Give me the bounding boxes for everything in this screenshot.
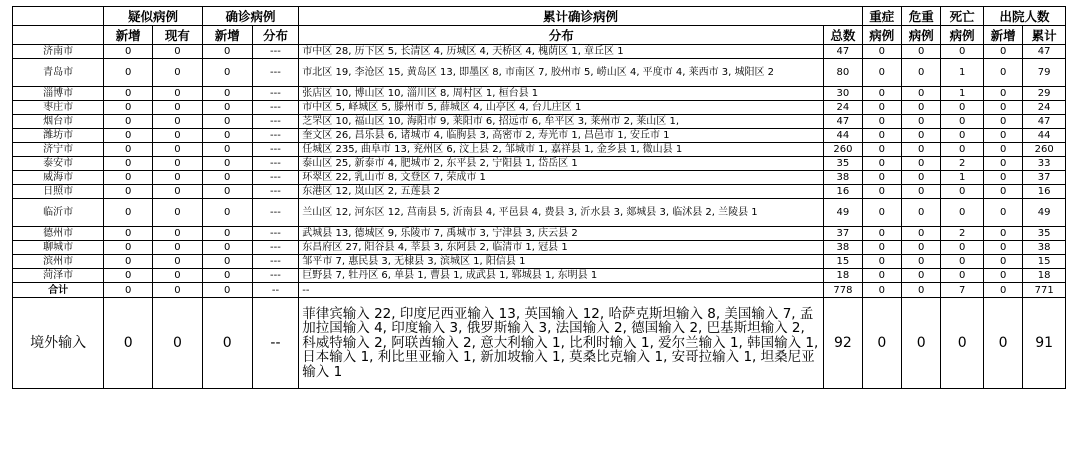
suspected-current-cell: 0 xyxy=(153,143,203,157)
city-cell: 济南市 xyxy=(13,45,104,59)
suspected-new-cell: 0 xyxy=(104,129,153,143)
confirmed-new-cell: 0 xyxy=(202,298,252,389)
suspected-new-cell: 0 xyxy=(104,171,153,185)
severe-cell: 0 xyxy=(862,143,901,157)
suspected-current-cell: 0 xyxy=(153,199,203,227)
city-cell: 临沂市 xyxy=(13,199,104,227)
confirmed-dist-cell: -- xyxy=(252,283,299,298)
header-discharged-cum: 累计 xyxy=(1023,26,1066,45)
confirmed-dist-cell: --- xyxy=(252,87,299,101)
header-blank xyxy=(13,7,104,26)
header-blank-2 xyxy=(13,26,104,45)
header-confirmed: 确诊病例 xyxy=(202,7,298,26)
discharged-new-cell: 0 xyxy=(983,227,1022,241)
death-cell: 0 xyxy=(941,255,984,269)
distribution-cell: 芝罘区 10, 福山区 10, 海阳市 9, 莱阳市 6, 招远市 6, 牟平区 3, 莱州市 2, 莱山区 1, xyxy=(299,115,824,129)
confirmed-dist-cell: --- xyxy=(252,101,299,115)
discharged-new-cell: 0 xyxy=(983,143,1022,157)
header-cumulative-dist: 分布 xyxy=(299,26,824,45)
table-row xyxy=(13,59,1066,87)
table-row xyxy=(13,143,1066,157)
critical-cell: 0 xyxy=(902,171,941,185)
suspected-new-cell: 0 xyxy=(104,199,153,227)
discharged-new-cell: 0 xyxy=(983,199,1022,227)
suspected-new-cell: 0 xyxy=(104,157,153,171)
suspected-current-cell: 0 xyxy=(153,171,203,185)
suspected-current-cell: 0 xyxy=(153,283,203,298)
total-cell: 15 xyxy=(824,255,862,269)
distribution-cell: 东昌府区 27, 阳谷县 4, 莘县 3, 东阿县 2, 临清市 1, 冠县 1 xyxy=(299,241,824,255)
header-critical-2: 病例 xyxy=(902,26,941,45)
confirmed-new-cell: 0 xyxy=(202,283,252,298)
suspected-current-cell: 0 xyxy=(153,269,203,283)
header-suspected: 疑似病例 xyxy=(104,7,203,26)
death-cell: 0 xyxy=(941,298,984,389)
suspected-current-cell: 0 xyxy=(153,87,203,101)
header-cumulative: 累计确诊病例 xyxy=(299,7,862,26)
city-cell: 济宁市 xyxy=(13,143,104,157)
total-cell: 44 xyxy=(824,129,862,143)
discharged-new-cell: 0 xyxy=(983,185,1022,199)
header-discharged-new: 新增 xyxy=(983,26,1022,45)
table-row xyxy=(13,87,1066,101)
discharged-cum-cell: 38 xyxy=(1023,241,1066,255)
suspected-current-cell: 0 xyxy=(153,101,203,115)
header-death-2: 病例 xyxy=(941,26,984,45)
suspected-current-cell: 0 xyxy=(153,241,203,255)
city-cell: 菏泽市 xyxy=(13,269,104,283)
discharged-new-cell: 0 xyxy=(983,87,1022,101)
severe-cell: 0 xyxy=(862,87,901,101)
death-cell: 1 xyxy=(941,171,984,185)
death-cell: 2 xyxy=(941,227,984,241)
severe-cell: 0 xyxy=(862,115,901,129)
distribution-cell: 市北区 19, 李沧区 15, 黄岛区 13, 即墨区 8, 市南区 7, 胶州市 5, 崂山区 4, 平度市 4, 莱西市 3, 城阳区 2 xyxy=(299,59,824,87)
discharged-cum-cell: 29 xyxy=(1023,87,1066,101)
total-cell: 24 xyxy=(824,101,862,115)
city-cell: 青岛市 xyxy=(13,59,104,87)
distribution-cell: 东港区 12, 岚山区 2, 五莲县 2 xyxy=(299,185,824,199)
total-cell: 38 xyxy=(824,241,862,255)
confirmed-dist-cell: --- xyxy=(252,45,299,59)
discharged-new-cell: 0 xyxy=(983,59,1022,87)
distribution-cell: 任城区 235, 曲阜市 13, 兖州区 6, 汶上县 2, 邹城市 1, 嘉祥县 1, 金乡县 1, 微山县 1 xyxy=(299,143,824,157)
total-cell: 16 xyxy=(824,185,862,199)
discharged-cum-cell: 15 xyxy=(1023,255,1066,269)
death-cell: 0 xyxy=(941,185,984,199)
table-row xyxy=(13,129,1066,143)
suspected-new-cell: 0 xyxy=(104,241,153,255)
distribution-cell: 菲律宾输入 22, 印度尼西亚输入 13, 英国输入 12, 哈萨克斯坦输入 8, 美国输入 7, 孟加拉国输入 4, 印度输入 3, 俄罗斯输入 3, 法国输入 2, 德国输入 2, 巴基斯坦输入 2, 科威特输入 2, 阿联酋输入 2, 意大利输入 1, 比利时输入 1, 爱尔兰输入 1, 韩国输入 1, 日本输入 1, 利比里亚输入 1, 新加坡输入 1, 莫桑比克输入 1, 安哥拉输入 1, 坦桑尼亚输入 1 xyxy=(299,298,824,389)
critical-cell: 0 xyxy=(902,143,941,157)
death-cell: 0 xyxy=(941,143,984,157)
critical-cell: 0 xyxy=(902,59,941,87)
suspected-current-cell: 0 xyxy=(153,157,203,171)
confirmed-dist-cell: --- xyxy=(252,157,299,171)
critical-cell: 0 xyxy=(902,115,941,129)
suspected-new-cell: 0 xyxy=(104,255,153,269)
suspected-new-cell: 0 xyxy=(104,101,153,115)
total-row xyxy=(13,283,1066,298)
total-cell: 38 xyxy=(824,171,862,185)
discharged-new-cell: 0 xyxy=(983,171,1022,185)
critical-cell: 0 xyxy=(902,269,941,283)
total-cell: 18 xyxy=(824,269,862,283)
severe-cell: 0 xyxy=(862,101,901,115)
discharged-cum-cell: 37 xyxy=(1023,171,1066,185)
suspected-current-cell: 0 xyxy=(153,255,203,269)
severe-cell: 0 xyxy=(862,171,901,185)
header-cumulative-total: 总数 xyxy=(824,26,862,45)
discharged-new-cell: 0 xyxy=(983,283,1022,298)
suspected-current-cell: 0 xyxy=(153,115,203,129)
discharged-new-cell: 0 xyxy=(983,298,1022,389)
imported-row xyxy=(13,298,1066,389)
confirmed-new-cell: 0 xyxy=(202,157,252,171)
confirmed-dist-cell: --- xyxy=(252,199,299,227)
distribution-cell: 奎文区 26, 昌乐县 6, 诸城市 4, 临朐县 3, 高密市 2, 寿光市 1, 昌邑市 1, 安丘市 1 xyxy=(299,129,824,143)
confirmed-new-cell: 0 xyxy=(202,115,252,129)
discharged-cum-cell: 24 xyxy=(1023,101,1066,115)
confirmed-new-cell: 0 xyxy=(202,45,252,59)
death-cell: 0 xyxy=(941,269,984,283)
total-cell: 778 xyxy=(824,283,862,298)
suspected-new-cell: 0 xyxy=(104,115,153,129)
critical-cell: 0 xyxy=(902,199,941,227)
severe-cell: 0 xyxy=(862,59,901,87)
critical-cell: 0 xyxy=(902,185,941,199)
death-cell: 2 xyxy=(941,157,984,171)
covid-case-table xyxy=(12,6,1066,389)
city-cell: 淄博市 xyxy=(13,87,104,101)
severe-cell: 0 xyxy=(862,185,901,199)
suspected-new-cell: 0 xyxy=(104,45,153,59)
critical-cell: 0 xyxy=(902,255,941,269)
city-cell: 烟台市 xyxy=(13,115,104,129)
confirmed-dist-cell: --- xyxy=(252,255,299,269)
table-row xyxy=(13,157,1066,171)
total-cell: 35 xyxy=(824,157,862,171)
confirmed-new-cell: 0 xyxy=(202,171,252,185)
city-cell: 滨州市 xyxy=(13,255,104,269)
confirmed-dist-cell: --- xyxy=(252,59,299,87)
confirmed-dist-cell: --- xyxy=(252,227,299,241)
death-cell: 0 xyxy=(941,129,984,143)
discharged-new-cell: 0 xyxy=(983,101,1022,115)
total-cell: 47 xyxy=(824,45,862,59)
table-body xyxy=(13,45,1066,389)
severe-cell: 0 xyxy=(862,227,901,241)
header-confirmed-new: 新增 xyxy=(202,26,252,45)
suspected-current-cell: 0 xyxy=(153,129,203,143)
confirmed-new-cell: 0 xyxy=(202,129,252,143)
death-cell: 0 xyxy=(941,115,984,129)
distribution-cell: 武城县 13, 德城区 9, 乐陵市 7, 禹城市 3, 宁津县 3, 庆云县 2 xyxy=(299,227,824,241)
confirmed-dist-cell: --- xyxy=(252,185,299,199)
severe-cell: 0 xyxy=(862,269,901,283)
confirmed-dist-cell: --- xyxy=(252,171,299,185)
header-severe: 重症 xyxy=(862,7,901,26)
distribution-cell: 泰山区 25, 新泰市 4, 肥城市 2, 东平县 2, 宁阳县 1, 岱岳区 1 xyxy=(299,157,824,171)
distribution-cell: 巨野县 7, 牡丹区 6, 单县 1, 曹县 1, 成武县 1, 郓城县 1, 东明县 1 xyxy=(299,269,824,283)
table-header xyxy=(13,7,1066,45)
confirmed-new-cell: 0 xyxy=(202,143,252,157)
confirmed-new-cell: 0 xyxy=(202,185,252,199)
severe-cell: 0 xyxy=(862,45,901,59)
discharged-cum-cell: 44 xyxy=(1023,129,1066,143)
discharged-new-cell: 0 xyxy=(983,115,1022,129)
table-row xyxy=(13,45,1066,59)
total-cell: 80 xyxy=(824,59,862,87)
death-cell: 0 xyxy=(941,199,984,227)
severe-cell: 0 xyxy=(862,129,901,143)
confirmed-dist-cell: --- xyxy=(252,241,299,255)
critical-cell: 0 xyxy=(902,298,941,389)
table-row xyxy=(13,171,1066,185)
city-cell: 德州市 xyxy=(13,227,104,241)
critical-cell: 0 xyxy=(902,241,941,255)
table-row xyxy=(13,269,1066,283)
header-confirmed-dist: 分布 xyxy=(252,26,299,45)
discharged-cum-cell: 79 xyxy=(1023,59,1066,87)
confirmed-dist-cell: --- xyxy=(252,115,299,129)
discharged-new-cell: 0 xyxy=(983,241,1022,255)
confirmed-dist-cell: --- xyxy=(252,269,299,283)
header-severe-2: 病例 xyxy=(862,26,901,45)
suspected-new-cell: 0 xyxy=(104,185,153,199)
critical-cell: 0 xyxy=(902,227,941,241)
city-cell: 境外输入 xyxy=(13,298,104,389)
city-cell: 合计 xyxy=(13,283,104,298)
discharged-cum-cell: 47 xyxy=(1023,45,1066,59)
city-cell: 枣庄市 xyxy=(13,101,104,115)
suspected-new-cell: 0 xyxy=(104,269,153,283)
confirmed-dist-cell: --- xyxy=(252,129,299,143)
critical-cell: 0 xyxy=(902,157,941,171)
header-suspected-current: 现有 xyxy=(153,26,203,45)
suspected-new-cell: 0 xyxy=(104,298,153,389)
severe-cell: 0 xyxy=(862,298,901,389)
critical-cell: 0 xyxy=(902,129,941,143)
distribution-cell: 张店区 10, 博山区 10, 淄川区 8, 周村区 1, 桓台县 1 xyxy=(299,87,824,101)
suspected-new-cell: 0 xyxy=(104,143,153,157)
city-cell: 泰安市 xyxy=(13,157,104,171)
confirmed-dist-cell: --- xyxy=(252,143,299,157)
severe-cell: 0 xyxy=(862,157,901,171)
total-cell: 47 xyxy=(824,115,862,129)
discharged-new-cell: 0 xyxy=(983,269,1022,283)
suspected-new-cell: 0 xyxy=(104,59,153,87)
suspected-current-cell: 0 xyxy=(153,185,203,199)
discharged-cum-cell: 771 xyxy=(1023,283,1066,298)
death-cell: 7 xyxy=(941,283,984,298)
discharged-cum-cell: 260 xyxy=(1023,143,1066,157)
confirmed-new-cell: 0 xyxy=(202,227,252,241)
table-row xyxy=(13,255,1066,269)
table-row xyxy=(13,185,1066,199)
confirmed-new-cell: 0 xyxy=(202,101,252,115)
table-row xyxy=(13,115,1066,129)
confirmed-new-cell: 0 xyxy=(202,199,252,227)
distribution-cell: 邹平市 7, 惠民县 3, 无棣县 3, 滨城区 1, 阳信县 1 xyxy=(299,255,824,269)
death-cell: 1 xyxy=(941,59,984,87)
total-cell: 49 xyxy=(824,199,862,227)
death-cell: 1 xyxy=(941,87,984,101)
city-cell: 潍坊市 xyxy=(13,129,104,143)
distribution-cell: 兰山区 12, 河东区 12, 莒南县 5, 沂南县 4, 平邑县 4, 费县 3, 沂水县 3, 郯城县 3, 临沭县 2, 兰陵县 1 xyxy=(299,199,824,227)
discharged-new-cell: 0 xyxy=(983,255,1022,269)
discharged-new-cell: 0 xyxy=(983,157,1022,171)
confirmed-new-cell: 0 xyxy=(202,269,252,283)
discharged-cum-cell: 18 xyxy=(1023,269,1066,283)
death-cell: 0 xyxy=(941,241,984,255)
header-suspected-new: 新增 xyxy=(104,26,153,45)
discharged-new-cell: 0 xyxy=(983,45,1022,59)
severe-cell: 0 xyxy=(862,199,901,227)
city-cell: 日照市 xyxy=(13,185,104,199)
suspected-current-cell: 0 xyxy=(153,59,203,87)
confirmed-new-cell: 0 xyxy=(202,255,252,269)
critical-cell: 0 xyxy=(902,101,941,115)
confirmed-new-cell: 0 xyxy=(202,59,252,87)
suspected-current-cell: 0 xyxy=(153,45,203,59)
death-cell: 0 xyxy=(941,45,984,59)
severe-cell: 0 xyxy=(862,255,901,269)
discharged-cum-cell: 16 xyxy=(1023,185,1066,199)
discharged-cum-cell: 49 xyxy=(1023,199,1066,227)
confirmed-dist-cell: -- xyxy=(252,298,299,389)
suspected-current-cell: 0 xyxy=(153,298,203,389)
suspected-new-cell: 0 xyxy=(104,87,153,101)
city-cell: 威海市 xyxy=(13,171,104,185)
table-row xyxy=(13,101,1066,115)
city-cell: 聊城市 xyxy=(13,241,104,255)
distribution-cell: 环翠区 22, 乳山市 8, 文登区 7, 荣成市 1 xyxy=(299,171,824,185)
distribution-cell: 市中区 28, 历下区 5, 长清区 4, 历城区 4, 天桥区 4, 槐荫区 1, 章丘区 1 xyxy=(299,45,824,59)
suspected-new-cell: 0 xyxy=(104,227,153,241)
severe-cell: 0 xyxy=(862,283,901,298)
critical-cell: 0 xyxy=(902,283,941,298)
critical-cell: 0 xyxy=(902,87,941,101)
discharged-cum-cell: 47 xyxy=(1023,115,1066,129)
discharged-cum-cell: 33 xyxy=(1023,157,1066,171)
total-cell: 30 xyxy=(824,87,862,101)
discharged-cum-cell: 35 xyxy=(1023,227,1066,241)
header-critical: 危重 xyxy=(902,7,941,26)
suspected-current-cell: 0 xyxy=(153,227,203,241)
death-cell: 0 xyxy=(941,101,984,115)
distribution-cell: -- xyxy=(299,283,824,298)
table-row xyxy=(13,227,1066,241)
table-row xyxy=(13,241,1066,255)
total-cell: 260 xyxy=(824,143,862,157)
header-death: 死亡 xyxy=(941,7,984,26)
severe-cell: 0 xyxy=(862,241,901,255)
table-wrapper xyxy=(12,6,1066,389)
suspected-new-cell: 0 xyxy=(104,283,153,298)
confirmed-new-cell: 0 xyxy=(202,241,252,255)
table-row xyxy=(13,199,1066,227)
confirmed-new-cell: 0 xyxy=(202,87,252,101)
discharged-cum-cell: 91 xyxy=(1023,298,1066,389)
header-discharged: 出院人数 xyxy=(983,7,1065,26)
total-cell: 92 xyxy=(824,298,862,389)
distribution-cell: 市中区 5, 峄城区 5, 滕州市 5, 薛城区 4, 山亭区 4, 台儿庄区 1 xyxy=(299,101,824,115)
critical-cell: 0 xyxy=(902,45,941,59)
discharged-new-cell: 0 xyxy=(983,129,1022,143)
total-cell: 37 xyxy=(824,227,862,241)
